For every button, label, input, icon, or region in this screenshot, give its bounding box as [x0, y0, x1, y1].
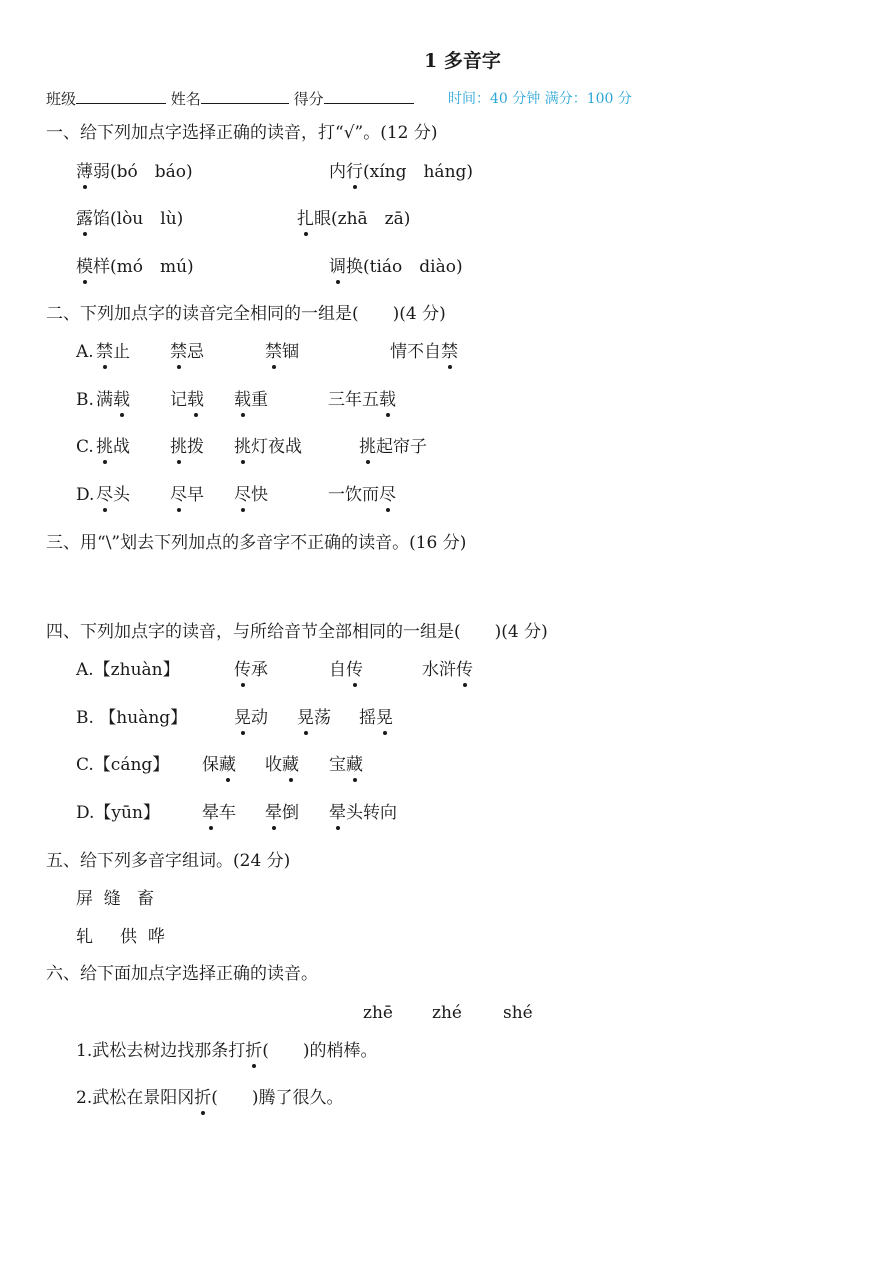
s4-word: 水浒传 [422, 660, 473, 680]
page-title: 1 多音字 [424, 50, 501, 72]
s2-word: 一饮而尽 [328, 485, 396, 505]
s2-word: 记载 [170, 390, 204, 410]
s2-word: 禁止 [96, 342, 130, 362]
s2-word: 情不自禁 [390, 342, 458, 362]
time-note: 时间：40 分钟 满分：100 分 [448, 91, 632, 107]
class-label: 班级 [46, 90, 77, 108]
section5-heading: 五、给下列多音字组词。(24 分) [46, 851, 291, 871]
s5-chars-row2: 轧 供 哗 [76, 927, 165, 947]
s1-item: 调换(tiáo diào) [329, 257, 463, 277]
name-blank[interactable] [201, 89, 289, 104]
s2-label: C. [76, 437, 94, 457]
dotted-char: 露 [76, 209, 93, 229]
s6-option: zhé [432, 1003, 462, 1023]
s5-chars-row1: 屏 缝 畜 [76, 889, 155, 909]
s6-question-1: 1.武松去树边找那条打折( )的梢棒。 [76, 1041, 378, 1061]
s2-word: 禁锢 [265, 342, 299, 362]
s6-option: zhē [363, 1003, 393, 1023]
s4-word: 晃荡 [297, 708, 331, 728]
dotted-char: 调 [329, 257, 346, 277]
dotted-char: 行 [346, 162, 363, 182]
s2-word: 挑拨 [170, 437, 204, 457]
s4-word: 保藏 [202, 755, 236, 775]
s6-option: shé [503, 1003, 533, 1023]
s4-label: B. 【huàng】 [76, 708, 188, 728]
s6-question-2: 2.武松在景阳冈折( )腾了很久。 [76, 1088, 344, 1108]
s1-item: 内行(xíng háng) [329, 162, 474, 182]
s4-label: D.【yūn】 [76, 803, 160, 823]
s4-word: 传承 [234, 660, 268, 680]
class-blank[interactable] [76, 89, 166, 104]
s4-word: 晕头转向 [329, 803, 397, 823]
s1-item: 薄弱(bó báo) [76, 162, 193, 182]
s4-word: 晃动 [234, 708, 268, 728]
section4-heading: 四、下列加点字的读音，与所给音节全部相同的一组是( )(4 分) [46, 622, 548, 642]
s2-word: 挑起帘子 [359, 437, 427, 457]
s2-word: 满载 [96, 390, 130, 410]
header-line [46, 88, 414, 110]
s4-word: 摇晃 [359, 708, 393, 728]
s2-word: 尽早 [170, 485, 204, 505]
s2-label: B. [76, 390, 94, 410]
s1-item: 扎眼(zhā zā) [297, 209, 411, 229]
section3-heading: 三、用“\”划去下列加点的多音字不正确的读音。(16 分) [46, 533, 467, 553]
name-label: 姓名 [170, 90, 201, 108]
s2-word: 尽快 [234, 485, 268, 505]
s2-label: A. [76, 342, 94, 362]
s1-item: 露馅(lòu lù) [76, 209, 184, 229]
section6-heading: 六、给下面加点字选择正确的读音。 [46, 964, 318, 984]
s2-word: 禁忌 [170, 342, 204, 362]
s1-item: 模样(mó mú) [76, 257, 194, 277]
s2-word: 尽头 [96, 485, 130, 505]
s4-word: 收藏 [265, 755, 299, 775]
section2-heading: 二、下列加点字的读音完全相同的一组是( )(4 分) [46, 304, 446, 324]
section1-heading: 一、给下列加点字选择正确的读音，打“√”。(12 分) [46, 123, 438, 143]
score-label: 得分 [293, 90, 324, 108]
dotted-char: 扎 [297, 209, 314, 229]
dotted-char: 折 [245, 1041, 263, 1061]
s4-word: 宝藏 [329, 755, 363, 775]
score-blank[interactable] [324, 89, 414, 104]
s4-word: 晕车 [202, 803, 236, 823]
s2-word: 三年五载 [328, 390, 396, 410]
s2-word: 载重 [234, 390, 268, 410]
s2-label: D. [76, 485, 95, 505]
s4-label: A.【zhuàn】 [76, 660, 180, 680]
dotted-char: 模 [76, 257, 93, 277]
s4-label: C.【cáng】 [76, 755, 170, 775]
s2-word: 挑战 [96, 437, 130, 457]
s4-word: 晕倒 [265, 803, 299, 823]
dotted-char: 折 [194, 1088, 212, 1108]
s2-word: 挑灯夜战 [234, 437, 302, 457]
dotted-char: 薄 [76, 162, 93, 182]
s4-word: 自传 [329, 660, 363, 680]
